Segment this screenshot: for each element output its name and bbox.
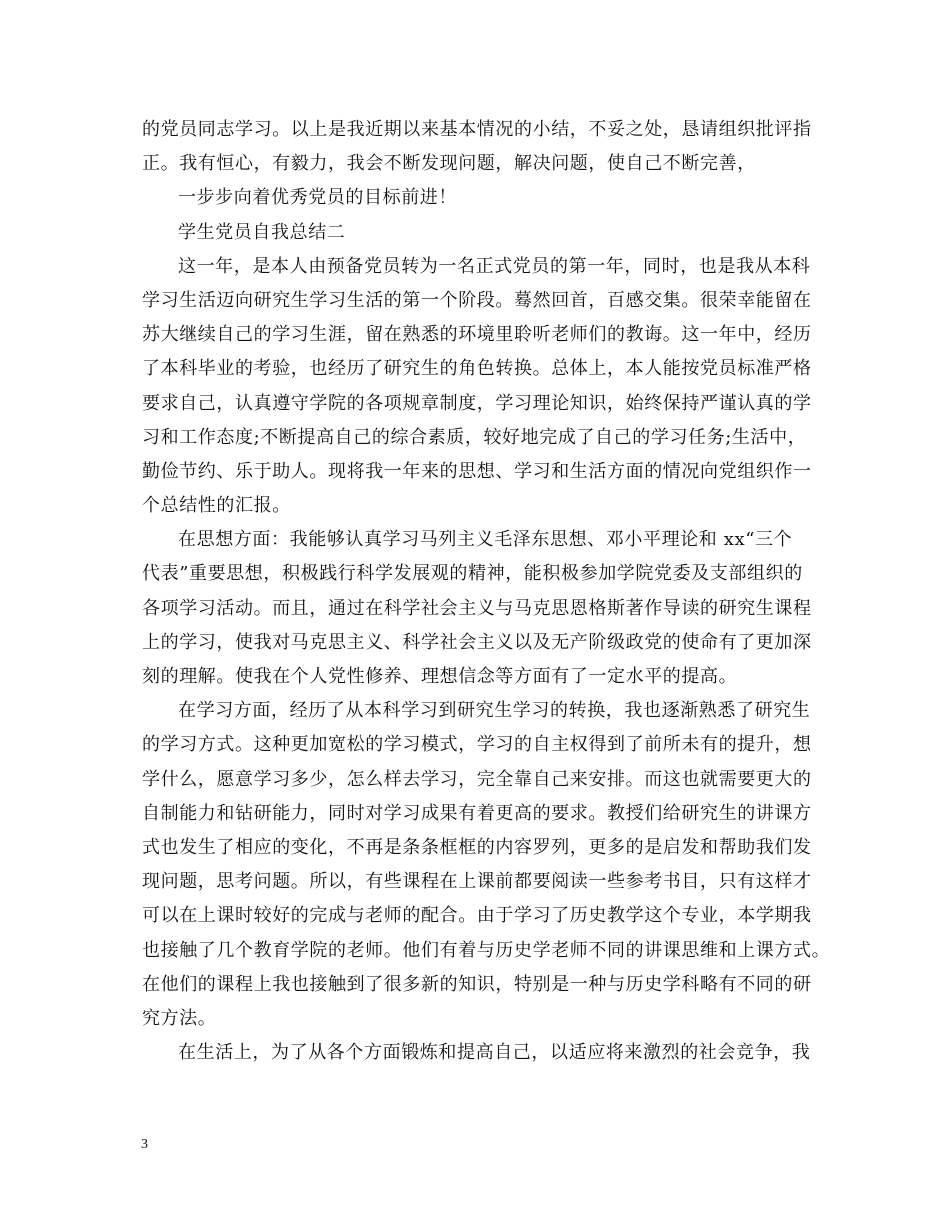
text-line: 代表”重要思想，积极践行科学发展观的精神，能积极参加学院党委及支部组织的	[142, 563, 803, 585]
text-line: 现问题，思考问题。所以，有些课程在上课前都要阅读一些参考书目，只有这样才	[142, 871, 812, 893]
text-line: 这一年，是本人由预备党员转为一名正式党员的第一年，同时，也是我从本科	[178, 255, 811, 277]
text-line: 个总结性的汇报。	[142, 495, 291, 517]
text-line: 学生党员自我总结二	[178, 221, 346, 243]
text-line: 习和工作态度;不断提高自己的综合素质，较好地完成了自己的学习任务;生活中，	[142, 426, 807, 448]
text-line: 的党员同志学习。以上是我近期以来基本情况的小结，不妥之处，恳请组织批评指	[142, 119, 812, 140]
text-line: 学习生活迈向研究生学习生活的第一个阶段。蓦然回首，百感交集。很荣幸能留在	[142, 289, 812, 311]
text-line: 式也发生了相应的变化，不再是条条框框的内容罗列，更多的是启发和帮助我们发	[142, 836, 812, 858]
text-line: 刻的理解。使我在个人党性修养、理想信念等方面有了一定水平的提高。	[142, 666, 738, 687]
text-line: 正。我有恒心，有毅力，我会不断发现问题，解决问题，使自己不断完善，	[142, 153, 756, 175]
text-line: 苏大继续自己的学习生涯，留在熟悉的环境里聆听老师们的教诲。这一年中，经历	[142, 324, 812, 346]
text-line: 了本科毕业的考验，也经历了研究生的角色转换。总体上，本人能按党员标准严格	[142, 358, 812, 380]
text-line: 勤俭节约、乐于助人。现将我一年来的思想、学习和生活方面的情况向党组织作一	[142, 460, 812, 482]
text-line: 可以在上课时较好的完成与老师的配合。由于学习了历史教学这个专业，本学期我	[142, 905, 812, 927]
document-body	[142, 113, 831, 1070]
text-line: 在思想方面：我能够认真学习马列主义毛泽东思想、邓小平理论和 xx“三个	[178, 529, 793, 551]
text-line: 要求自己，认真遵守学院的各项规章制度，学习理论知识，始终保持严谨认真的学	[142, 392, 812, 414]
text-line: 自制能力和钻研能力，同时对学习成果有着更高的要求。教授们给研究生的讲课方	[142, 802, 812, 824]
text-line: 的学习方式。这种更加宽松的学习模式，学习的自主权得到了前所未有的提升，想	[142, 734, 812, 756]
text-line: 在生活上，为了从各个方面锻炼和提高自己，以适应将来激烈的社会竞争，我	[178, 1042, 811, 1064]
page-number: 3	[141, 1137, 148, 1152]
text-line: 一步步向着优秀党员的目标前进！	[178, 187, 457, 209]
text-line: 各项学习活动。而且，通过在科学社会主义与马克思恩格斯著作导读的研究生课程	[142, 597, 812, 619]
text-line: 上的学习，使我对马克思主义、科学社会主义以及无产阶级政党的使命有了更加深	[142, 631, 812, 653]
text-line: 在学习方面，经历了从本科学习到研究生学习的转换，我也逐渐熟悉了研究生	[178, 700, 811, 722]
text-line: 究方法。	[142, 1007, 217, 1029]
text-line: 在他们的课程上我也接触到了很多新的知识，特别是一种与历史学科略有不同的研	[142, 973, 812, 995]
text-line: 也接触了几个教育学院的老师。他们有着与历史学老师不同的讲课思维和上课方式。	[142, 939, 831, 961]
text-line: 学什么，愿意学习多少，怎么样去学习，完全靠自己来安排。而这也就需要更大的	[142, 768, 812, 790]
